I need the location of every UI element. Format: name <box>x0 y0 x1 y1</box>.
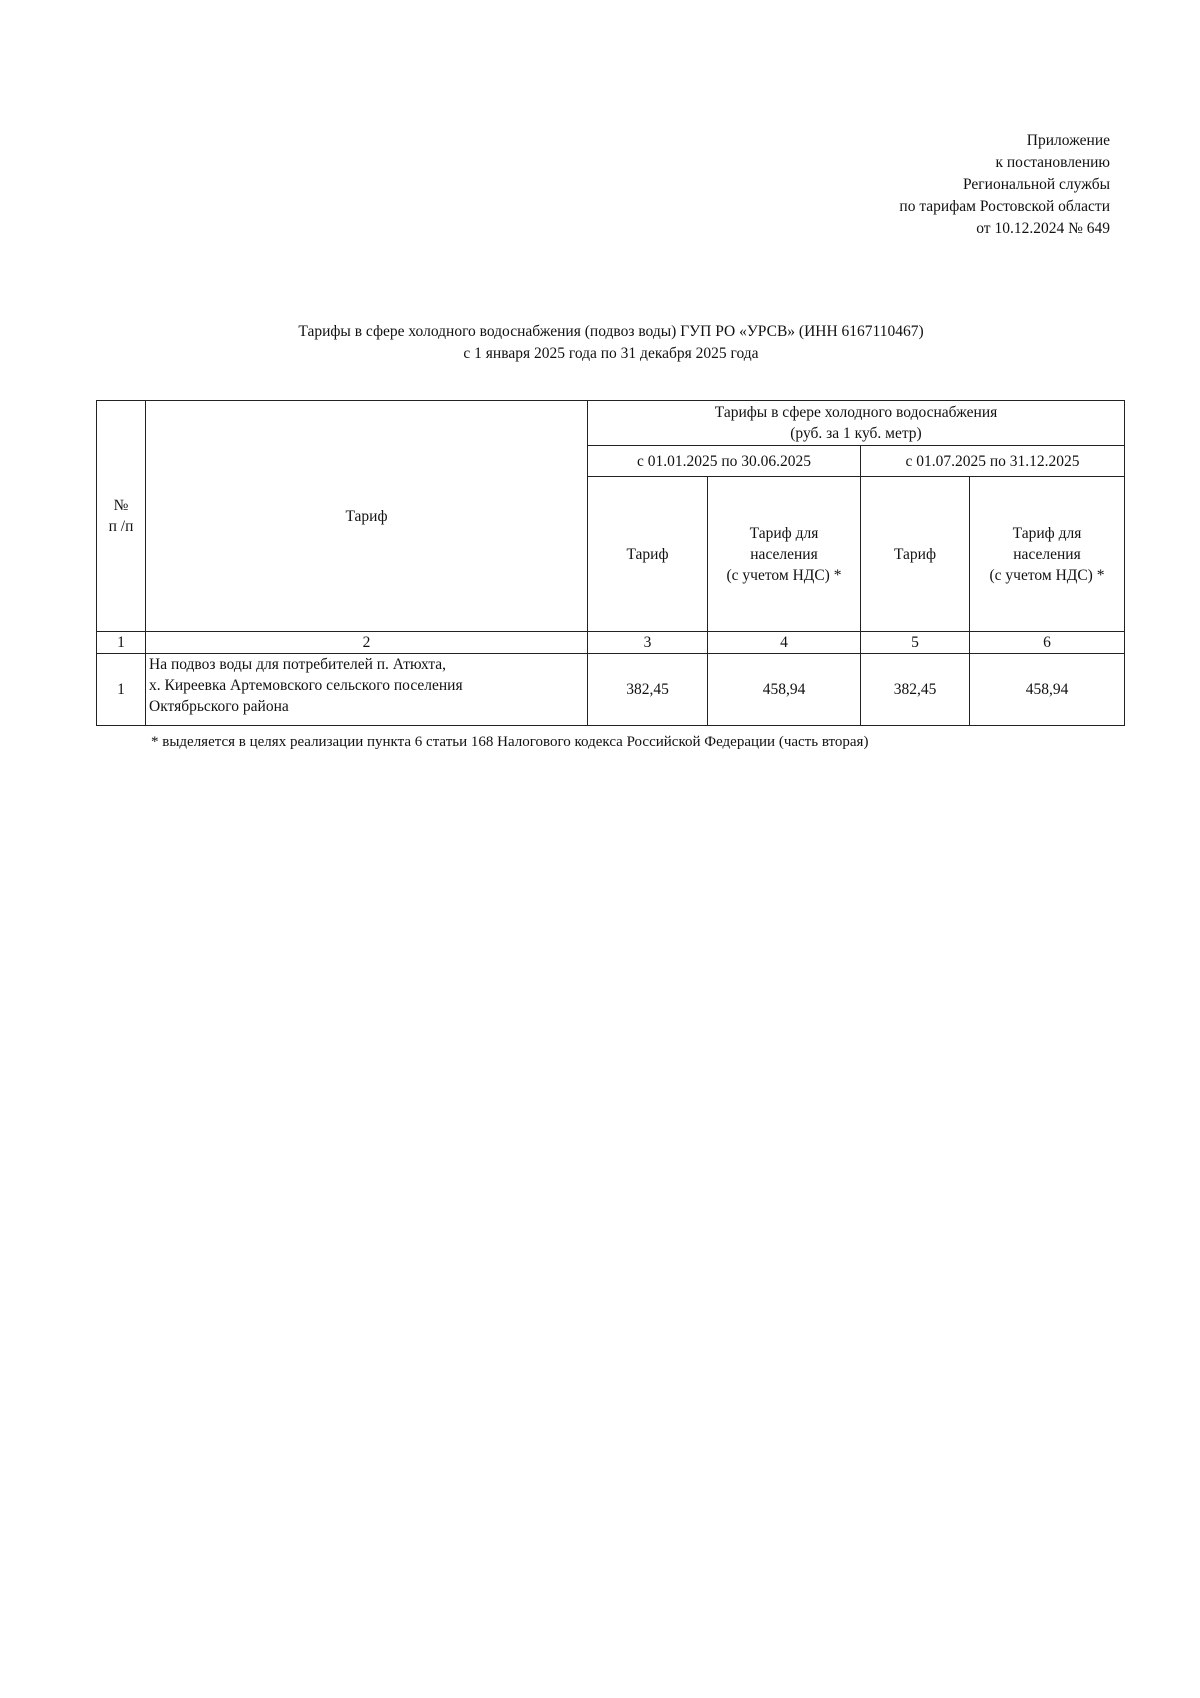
column-number-row <box>97 632 1125 654</box>
tariff-table <box>96 400 1125 726</box>
row-number: 1 <box>97 654 146 726</box>
row-p2-population-value: 458,94 <box>970 654 1125 726</box>
appendix-line: к постановлению <box>995 154 1110 171</box>
header-number-cell <box>97 401 146 632</box>
footnote: * выделяется в целях реализации пункта 6 статьи 168 Налогового кодекса Российской Федерации (часть вторая) <box>151 734 869 750</box>
document-title-period: с 1 января 2025 года по 31 декабря 2025 года <box>463 345 759 362</box>
table-row <box>97 654 1125 726</box>
table-header-row <box>97 401 1125 446</box>
column-number: 6 <box>970 632 1125 654</box>
appendix-line: по тарифам Ростовской области <box>899 198 1110 215</box>
header-group-unit: (руб. за 1 куб. метр) <box>790 425 922 442</box>
column-number: 1 <box>97 632 146 654</box>
row-p1-tariff-value: 382,45 <box>588 654 708 726</box>
column-number: 3 <box>588 632 708 654</box>
header-tariff-name: Тариф <box>345 507 388 525</box>
header-number-label: п /п <box>108 518 134 535</box>
row-tariff-name: На подвоз воды для потребителей п. Атюхта, х. Киреевка Артемовского сельского поселения Октябрьского района <box>146 654 588 726</box>
header-p1-tariff: Тариф <box>588 477 708 632</box>
header-p2-population: Тариф для населения (с учетом НДС) * <box>970 477 1125 632</box>
column-number: 2 <box>146 632 588 654</box>
header-number-symbol: № <box>113 497 129 514</box>
column-number: 5 <box>861 632 970 654</box>
header-group-title: Тарифы в сфере холодного водоснабжения <box>714 404 998 421</box>
header-tariff-name-cell <box>146 401 588 632</box>
row-p2-tariff-value: 382,45 <box>861 654 970 726</box>
appendix-line: Приложение <box>1026 132 1110 149</box>
header-group-cell <box>588 401 1125 446</box>
document-title <box>96 321 1126 365</box>
column-number: 4 <box>708 632 861 654</box>
header-p2-tariff: Тариф <box>861 477 970 632</box>
document-title-line: Тарифы в сфере холодного водоснабжения (подвоз воды) ГУП РО «УРСВ» (ИНН 6167110467) <box>298 323 924 340</box>
header-period-2: с 01.07.2025 по 31.12.2025 <box>861 446 1125 477</box>
header-p1-population: Тариф для населения (с учетом НДС) * <box>708 477 861 632</box>
appendix-line: от 10.12.2024 № 649 <box>976 220 1110 237</box>
appendix-block <box>899 130 1110 240</box>
appendix-line: Региональной службы <box>963 176 1110 193</box>
row-p1-population-value: 458,94 <box>708 654 861 726</box>
header-period-1: с 01.01.2025 по 30.06.2025 <box>588 446 861 477</box>
